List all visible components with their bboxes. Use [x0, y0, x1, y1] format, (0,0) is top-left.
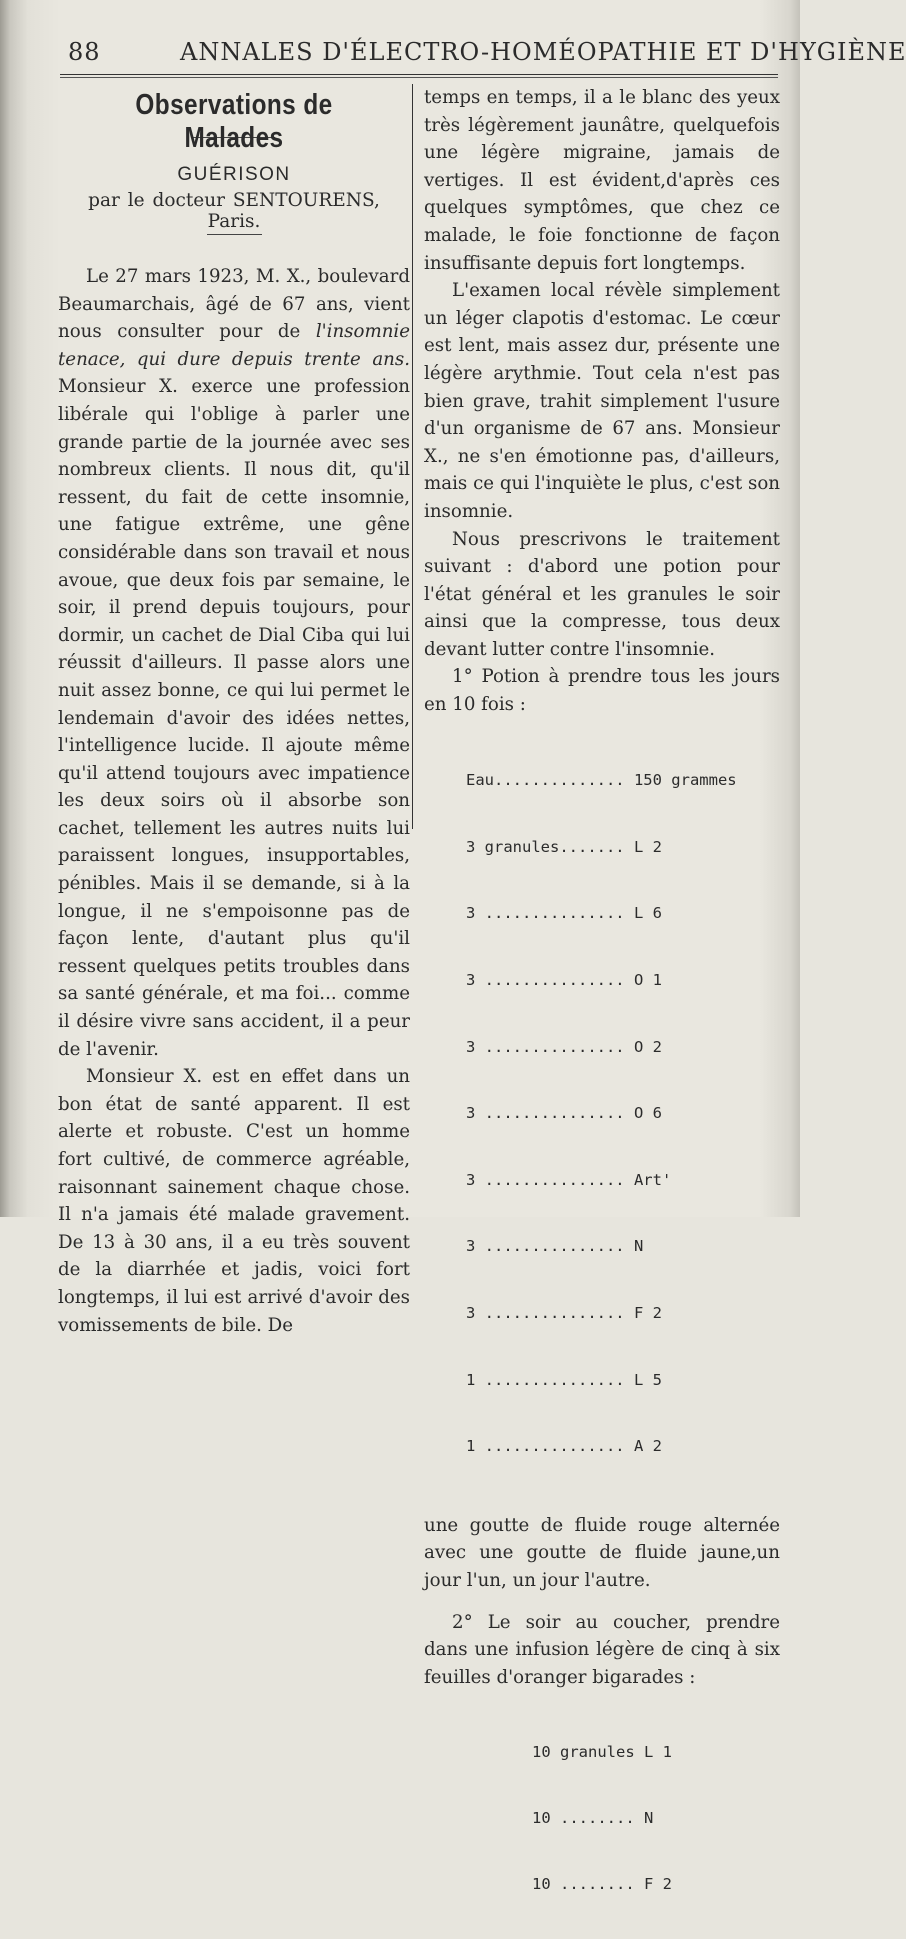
consultation-text-start: Le 27 mars 1923, M. X., boulevard Beaumarchais, âgé de 67 ans, vient nous consulter pour de — [58, 266, 410, 343]
recipe-line: 3 ............... O 1 — [466, 970, 662, 989]
author-byline: par le docteur SENTOURENS, Paris. — [88, 190, 380, 232]
recipe-line: 3 ............... N — [466, 1237, 644, 1256]
recipe-line: 3 ............... O 2 — [466, 1037, 662, 1056]
recipe-line: 10 granules L 1 — [532, 1743, 672, 1762]
consultation-text-end: Monsieur X. exerce une profession libérale qui l'oblige à parler une grande partie de la journée avec ses nombreux clients. Il nous dit, qu'il ressent, du fait de cette insomnie, une fatigue extrême, une gêne considérable dans son travail et nous avoue, que deux fois par semaine, le soir, il prend depuis toujours, pour dormir, un cachet de Dial Ciba qui lui réussit d'ailleurs. Il passe alors une nuit assez bonne, ce qui lui permet le lendemain d'avoir des idées nettes, l'intelligence lucide. Il ajoute même qu'il attend toujours avec impatience les deux soirs où il absorbe son cachet, tellement les autres nuits lui paraissent longues, insupportables, pénibles. Mais il se demande, si à la longue, il ne s'empoisonne pas de façon lente, d'autant plus qu'il ressent quelques petits troubles dans sa santé générale, et ma foi... comme il désire vivre sans accident, il a peur de l'avenir. — [58, 376, 410, 1060]
paragraph-exam: L'examen local révèle simplement un léger clapotis d'estomac. Le cœur est lent, mais assez dur, présente une légère arythmie. Tout cela n'est pas bien grave, trahit simplement l'usure d'un organisme de 67 ans. Monsieur X., ne s'en émotionne pas, d'ailleurs, mais ce qui l'inquiète le plus, c'est son insomnie. — [424, 280, 780, 522]
article-subtitle: GUÉRISON — [177, 164, 291, 185]
recipe-line: 10 ........ F 2 — [532, 1875, 672, 1894]
recipe-line: 10 ........ N — [532, 1809, 654, 1828]
paragraph-treatment: Nous prescrivons le traitement suivant : d'abord une potion pour l'état général et les granules le soir ainsi que la compresse, tous deux devant lutter contre l'insomnie. — [424, 528, 780, 660]
right-column — [424, 84, 780, 1939]
left-body — [58, 263, 410, 1339]
recipe-line: 3 granules....... L 2 — [466, 837, 662, 856]
evening-recipe — [532, 1697, 780, 1939]
column-divider — [412, 84, 413, 829]
recipe-line: Eau.............. 150 grammes — [466, 771, 737, 790]
paragraph-continued: temps en temps, il a le blanc des yeux très légèrement jaunâtre, quelquefois une légère migraine, jamais de vertiges. Il est évident,d'après ces quelques symptômes, que chez ce malade, le foie fonctionne de façon insuffisante depuis fort longtemps. — [424, 87, 780, 274]
recipe-line: 3 ............... F 2 — [466, 1303, 662, 1322]
page-number: 88 — [68, 38, 101, 66]
section-title: Observations de Malades — [135, 89, 333, 154]
paragraph-drops: une goutte de fluide rouge alternée avec une goutte de fluide jaune,un jour l'un, un jour l'autre. — [424, 1514, 780, 1591]
paragraph-potion: 1° Potion à prendre tous les jours en 10 fois : — [424, 666, 780, 716]
recipe-line: 1 ............... A 2 — [466, 1437, 662, 1456]
potion-recipe — [466, 725, 780, 1502]
byline-rule — [207, 234, 262, 235]
consultation-italic: l'insomnie tenace, qui dure depuis trente ans. — [58, 321, 410, 370]
left-column — [58, 84, 410, 1336]
paragraph-consultation — [58, 263, 410, 1063]
recipe-line: 3 ............... Art' — [466, 1170, 672, 1189]
header-rule — [60, 74, 778, 78]
running-title: ANNALES D'ÉLECTRO-HOMÉOPATHIE ET D'HYGIÈNE — [180, 38, 906, 66]
page-header — [60, 38, 906, 78]
paragraph-evening: 2° Le soir au coucher, prendre dans une infusion légère de cinq à six feuilles d'oranger bigarades : — [424, 1611, 780, 1688]
recipe-line: 3 ............... O 6 — [466, 1104, 662, 1123]
recipe-line: 3 ............... L 6 — [466, 904, 662, 923]
paragraph-health-state: Monsieur X. est en effet dans un bon état de santé apparent. Il est alerte et robuste. C'est un homme fort cultivé, de commerce agréable, raisonnant sainement chaque chose. Il n'a jamais été malade gravement. De 13 à 30 ans, il a eu très souvent de la diarrhée et jadis, voici fort longtemps, il lui est arrivé d'avoir des vomissements de bile. De — [58, 1066, 410, 1336]
recipe-line: 1 ............... L 5 — [466, 1370, 662, 1389]
